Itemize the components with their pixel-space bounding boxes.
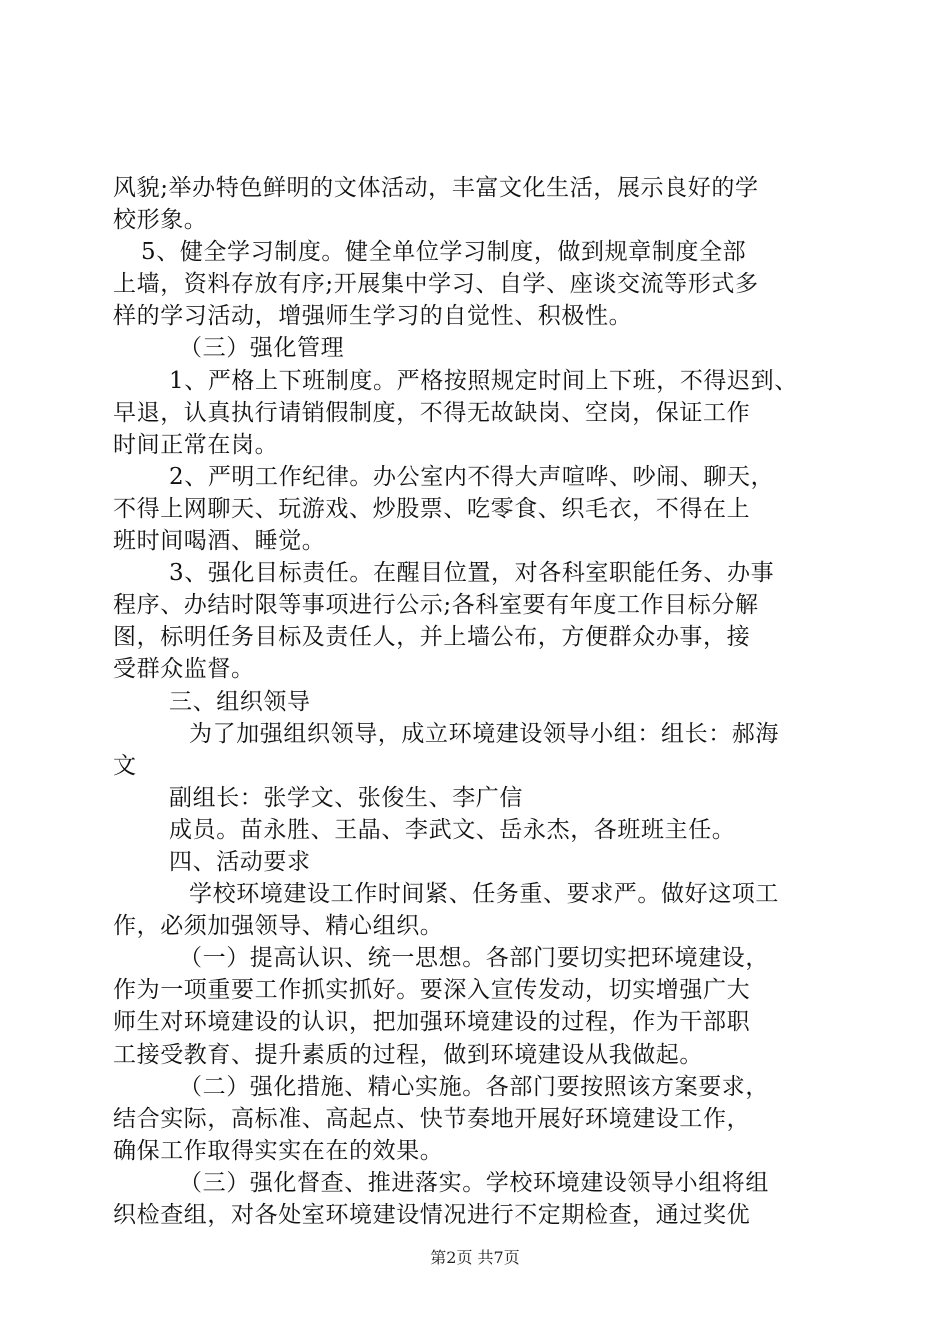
text-line: 时间正常在岗。 bbox=[113, 431, 279, 458]
text-line: 作，必须加强领导、精心组织。 bbox=[113, 913, 444, 940]
text-line: 校形象。 bbox=[113, 207, 208, 234]
section-heading: （三）强化管理 bbox=[179, 335, 345, 362]
section-heading: 三、组织领导 bbox=[169, 688, 311, 715]
text-line: 样的学习活动，增强师生学习的自觉性、积极性。 bbox=[113, 303, 633, 330]
section-heading: 四、活动要求 bbox=[169, 848, 311, 875]
text-line: 程序、办结时限等事项进行公示;各科室要有年度工作目标分解 bbox=[113, 592, 759, 619]
text-line: （三）强化督查、推进落实。学校环境建设领导小组将组 bbox=[179, 1169, 769, 1196]
text-line: （二）强化措施、精心实施。各部门要按照该方案要求， bbox=[179, 1073, 769, 1100]
text-line: 5、健全学习制度。健全单位学习制度，做到规章制度全部 bbox=[141, 239, 747, 266]
text-line: 早退，认真执行请销假制度，不得无故缺岗、空岗，保证工作 bbox=[113, 399, 751, 426]
text-line: 风貌;举办特色鲜明的文体活动，丰富文化生活，展示良好的学 bbox=[113, 175, 759, 201]
text-line: 上墙，资料存放有序;开展集中学习、自学、座谈交流等形式多 bbox=[113, 271, 759, 298]
text-line: 班时间喝酒、睡觉。 bbox=[113, 528, 326, 555]
text-line: 2、严明工作纪律。办公室内不得大声喧哗、吵闹、聊天， bbox=[169, 463, 775, 490]
document-body bbox=[113, 172, 843, 1231]
text-line: 文 bbox=[113, 752, 137, 779]
text-line: （一）提高认识、统一思想。各部门要切实把环境建设， bbox=[179, 945, 769, 972]
text-line: 织检查组，对各处室环境建设情况进行不定期检查，通过奖优 bbox=[113, 1202, 751, 1228]
text-line: 不得上网聊天、玩游戏、炒股票、吃零食、织毛衣，不得在上 bbox=[113, 495, 751, 522]
text-line: 副组长：张学文、张俊生、李广信 bbox=[169, 784, 523, 811]
text-line: 工接受教育、提升素质的过程，做到环境建设从我做起。 bbox=[113, 1041, 703, 1068]
text-line: 成员。苗永胜、王晶、李武文、岳永杰，各班班主任。 bbox=[169, 816, 736, 843]
text-line: 1、严格上下班制度。严格按照规定时间上下班，不得迟到、 bbox=[169, 367, 798, 394]
text-line: 作为一项重要工作抓实抓好。要深入宣传发动，切实增强广大 bbox=[113, 977, 751, 1004]
page-number-footer: 第2页 共7页 bbox=[430, 1248, 520, 1267]
text-line: 学校环境建设工作时间紧、任务重、要求严。做好这项工 bbox=[189, 881, 779, 908]
text-line: 师生对环境建设的认识，把加强环境建设的过程，作为干部职 bbox=[113, 1009, 751, 1036]
text-line: 3、强化目标责任。在醒目位置，对各科室职能任务、办事 bbox=[169, 560, 775, 587]
text-line: 为了加强组织领导，成立环境建设领导小组：组长：郝海 bbox=[189, 720, 779, 747]
text-line: 结合实际，高标准、高起点、快节奏地开展好环境建设工作， bbox=[113, 1105, 751, 1132]
text-line: 确保工作取得实实在在的效果。 bbox=[113, 1137, 444, 1164]
text-line: 图，标明任务目标及责任人，并上墙公布，方便群众办事，接 bbox=[113, 624, 751, 651]
text-line: 受群众监督。 bbox=[113, 656, 255, 683]
